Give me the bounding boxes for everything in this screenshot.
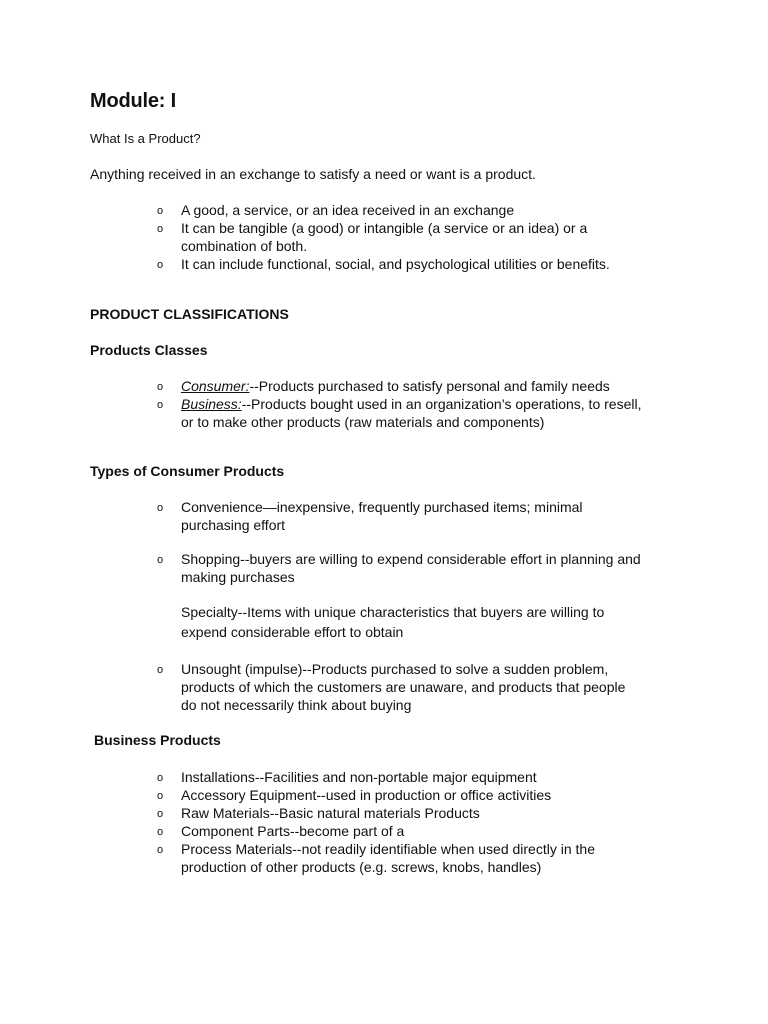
bullet-icon: o (157, 664, 164, 676)
list-item: o Installations--Facilities and non-portable major equipment (157, 769, 537, 785)
list-item: o Convenience—inexpensive, frequently purchased items; minimal purchasing effort (157, 499, 583, 533)
product-definition: Anything received in an exchange to satisfy a need or want is a product. (90, 166, 536, 182)
bullet-icon: o (157, 772, 164, 784)
consumer-term: Consumer: (181, 378, 250, 394)
list-item: o Consumer:--Products purchased to satisfy personal and family needs (157, 378, 610, 394)
list-item: o A good, a service, or an idea received in an exchange (157, 202, 515, 218)
consumer-products-heading: Types of Consumer Products (90, 463, 285, 479)
bullet-icon: o (157, 259, 164, 271)
bullet-icon: o (157, 399, 164, 411)
list-item: o Business:--Products bought used in an organization’s operations, to resell, or to make other products (raw materials and components) (157, 396, 642, 430)
list-item: o Unsought (impulse)--Products purchased to solve a sudden problem, products of which the customers are unaware, and products that people do not necessarily think about buying (157, 661, 626, 713)
consumer-types-list-a (157, 498, 583, 534)
list-item: o It can include functional, social, and psychological utilities or benefits. (157, 256, 610, 272)
bullet-icon: o (157, 502, 164, 514)
bullet-icon: o (157, 826, 164, 838)
business-term: Business: (181, 396, 242, 412)
classes-heading: Products Classes (90, 342, 208, 358)
bullet-icon: o (157, 381, 164, 393)
business-products-heading: Business Products (94, 732, 221, 748)
consumer-types-list-b (157, 550, 641, 586)
classifications-heading: PRODUCT CLASSIFICATIONS (90, 306, 289, 322)
list-item: o Component Parts--become part of a (157, 823, 405, 839)
business-products-list (157, 768, 595, 876)
list-item: o Accessory Equipment--used in production or office activities (157, 787, 552, 803)
product-points-list (157, 201, 610, 273)
product-question: What Is a Product? (90, 131, 201, 146)
bullet-icon: o (157, 554, 164, 566)
bullet-icon: o (157, 223, 164, 235)
list-item: o Shopping--buyers are willing to expend considerable effort in planning and making purchases (157, 551, 641, 585)
list-item: o Raw Materials--Basic natural materials Products (157, 805, 480, 821)
bullet-icon: o (157, 790, 164, 802)
module-title: Module: I (90, 90, 176, 112)
bullet-icon: o (157, 844, 164, 856)
list-item: o Process Materials--not readily identifiable when used directly in the production of other products (e.g. screws, knobs, handles) (157, 841, 595, 875)
list-item: o It can be tangible (a good) or intangible (a service or an idea) or a combination of both. (157, 220, 588, 254)
consumer-types-list-c (157, 660, 625, 714)
bullet-icon: o (157, 205, 164, 217)
bullet-icon: o (157, 808, 164, 820)
product-classes-list (157, 377, 641, 431)
specialty-paragraph: Specialty--Items with unique characteristics that buyers are willing to expend considerable effort to obtain (181, 604, 605, 640)
